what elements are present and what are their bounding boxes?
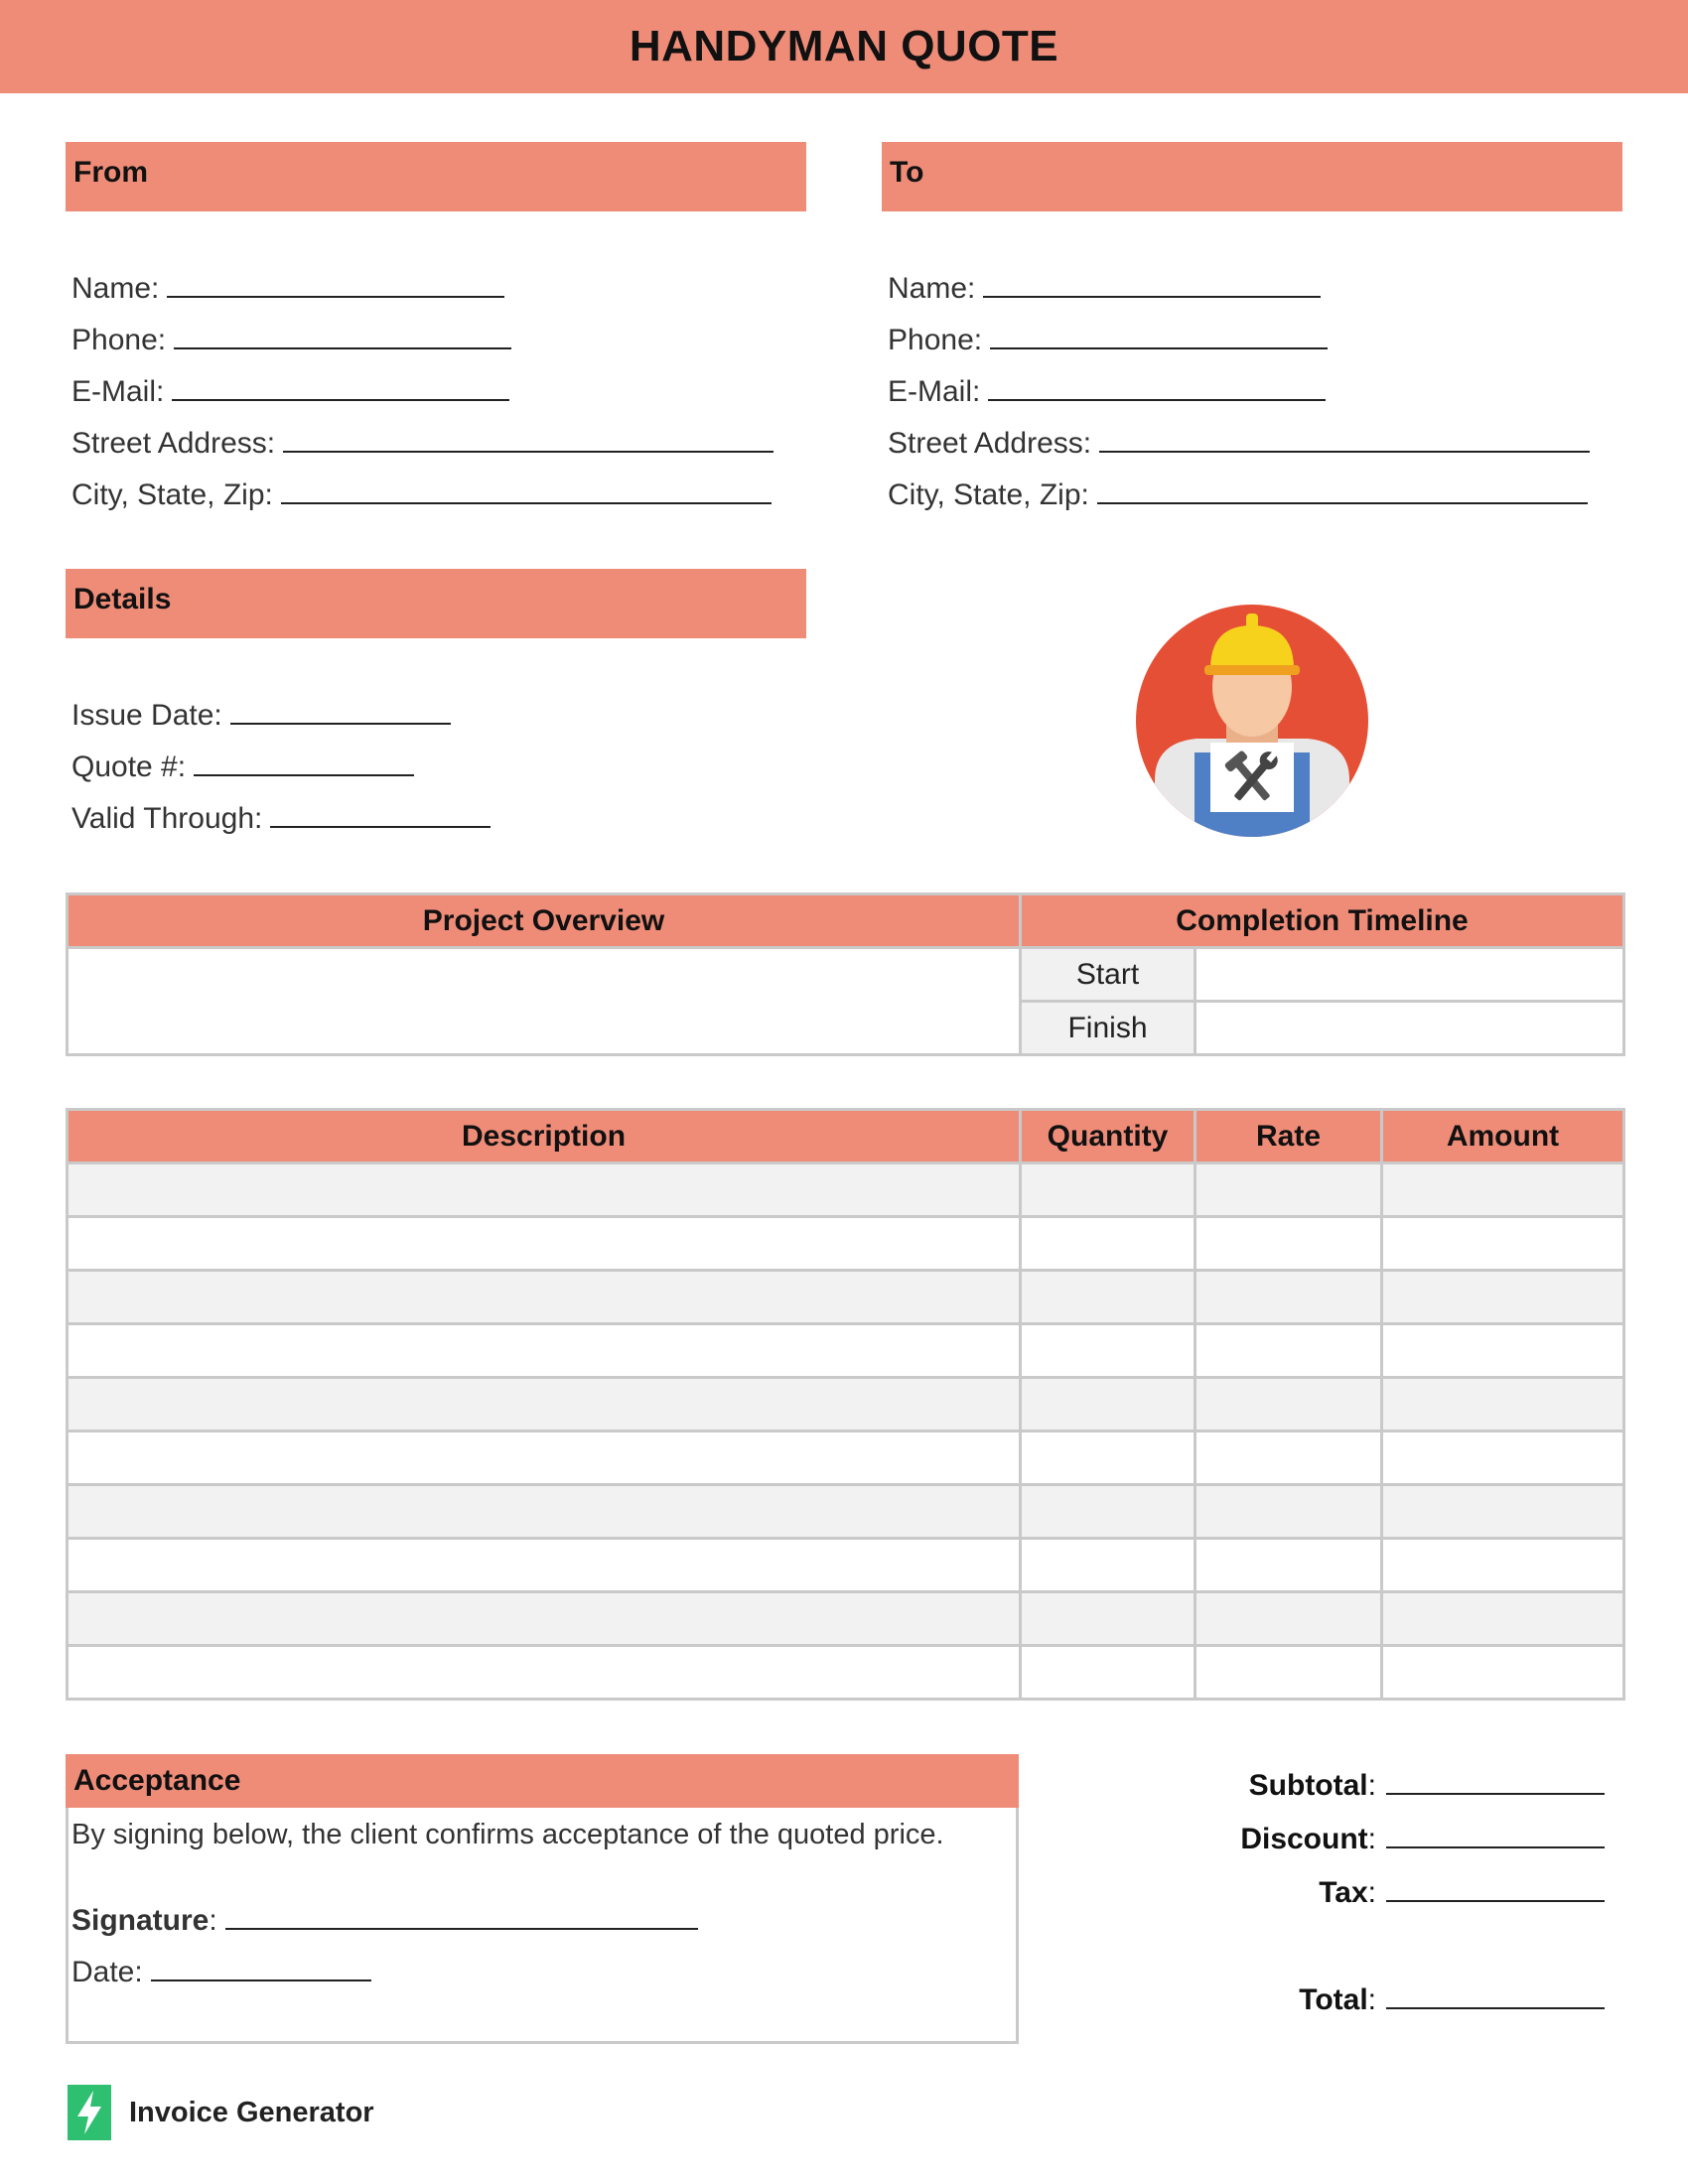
quote-number-field[interactable]: Quote #:	[71, 745, 414, 784]
overview-table	[66, 892, 1625, 1056]
rate-cell[interactable]	[1196, 1485, 1382, 1539]
amount-cell[interactable]	[1382, 1592, 1624, 1646]
lightning-bolt-icon	[68, 2085, 111, 2140]
subtotal-field[interactable]: Subtotal :	[1249, 1763, 1605, 1803]
rate-cell[interactable]	[1196, 1163, 1382, 1217]
finish-label: Finish	[1021, 1002, 1196, 1055]
table-row	[68, 1539, 1624, 1592]
table-row	[68, 1646, 1624, 1700]
rate-cell[interactable]	[1196, 1378, 1382, 1432]
description-cell[interactable]	[68, 1592, 1021, 1646]
rate-header: Rate	[1196, 1110, 1382, 1163]
line-items-table	[66, 1108, 1625, 1701]
description-cell[interactable]	[68, 1163, 1021, 1217]
total-field[interactable]: Total :	[1299, 1978, 1605, 2017]
amount-cell[interactable]	[1382, 1432, 1624, 1485]
from-street-field[interactable]: Street Address:	[71, 421, 774, 461]
amount-cell[interactable]	[1382, 1271, 1624, 1324]
table-row	[68, 1217, 1624, 1271]
tax-field[interactable]: Tax :	[1319, 1870, 1605, 1910]
amount-header: Amount	[1382, 1110, 1624, 1163]
to-phone-field[interactable]: Phone:	[888, 318, 1328, 357]
quantity-cell[interactable]	[1021, 1432, 1196, 1485]
description-cell[interactable]	[68, 1485, 1021, 1539]
start-date-cell[interactable]	[1196, 948, 1624, 1002]
acceptance-date-field[interactable]: Date:	[71, 1950, 371, 1989]
amount-cell[interactable]	[1382, 1324, 1624, 1378]
table-row	[68, 1432, 1624, 1485]
rate-cell[interactable]	[1196, 1432, 1382, 1485]
discount-field[interactable]: Discount :	[1240, 1817, 1605, 1856]
quantity-cell[interactable]	[1021, 1163, 1196, 1217]
rate-cell[interactable]	[1196, 1646, 1382, 1700]
acceptance-heading: Acceptance	[66, 1754, 1019, 1808]
handyman-avatar-icon	[1135, 604, 1369, 838]
start-label: Start	[1021, 948, 1196, 1002]
quantity-cell[interactable]	[1021, 1485, 1196, 1539]
amount-cell[interactable]	[1382, 1163, 1624, 1217]
page-title: HANDYMAN QUOTE	[629, 22, 1059, 70]
amount-cell[interactable]	[1382, 1539, 1624, 1592]
description-cell[interactable]	[68, 1539, 1021, 1592]
title-banner	[0, 0, 1688, 93]
description-cell[interactable]	[68, 1432, 1021, 1485]
from-email-field[interactable]: E-Mail:	[71, 369, 509, 409]
quantity-cell[interactable]	[1021, 1592, 1196, 1646]
description-cell[interactable]	[68, 1324, 1021, 1378]
quantity-cell[interactable]	[1021, 1378, 1196, 1432]
to-email-field[interactable]: E-Mail:	[888, 369, 1326, 409]
finish-date-cell[interactable]	[1196, 1002, 1624, 1055]
project-overview-header: Project Overview	[68, 894, 1021, 948]
from-name-field[interactable]: Name:	[71, 266, 504, 306]
quantity-cell[interactable]	[1021, 1324, 1196, 1378]
description-cell[interactable]	[68, 1646, 1021, 1700]
from-phone-field[interactable]: Phone:	[71, 318, 511, 357]
description-cell[interactable]	[68, 1378, 1021, 1432]
description-cell[interactable]	[68, 1271, 1021, 1324]
description-header: Description	[68, 1110, 1021, 1163]
to-heading: To	[882, 142, 1622, 211]
table-row	[68, 1271, 1624, 1324]
acceptance-statement: By signing below, the client confirms acceptance of the quoted price.	[71, 1819, 944, 1850]
quantity-cell[interactable]	[1021, 1271, 1196, 1324]
issue-date-field[interactable]: Issue Date:	[71, 693, 451, 733]
from-city-field[interactable]: City, State, Zip:	[71, 473, 772, 512]
project-overview-cell[interactable]	[68, 948, 1021, 1055]
to-street-field[interactable]: Street Address:	[888, 421, 1590, 461]
table-row	[68, 1485, 1624, 1539]
quantity-cell[interactable]	[1021, 1217, 1196, 1271]
rate-cell[interactable]	[1196, 1539, 1382, 1592]
table-row	[68, 1592, 1624, 1646]
rate-cell[interactable]	[1196, 1271, 1382, 1324]
completion-timeline-header: Completion Timeline	[1021, 894, 1624, 948]
from-heading: From	[66, 142, 806, 211]
rate-cell[interactable]	[1196, 1324, 1382, 1378]
rate-cell[interactable]	[1196, 1592, 1382, 1646]
description-cell[interactable]	[68, 1217, 1021, 1271]
quantity-header: Quantity	[1021, 1110, 1196, 1163]
to-name-field[interactable]: Name:	[888, 266, 1321, 306]
amount-cell[interactable]	[1382, 1378, 1624, 1432]
amount-cell[interactable]	[1382, 1646, 1624, 1700]
quantity-cell[interactable]	[1021, 1539, 1196, 1592]
brand-name: Invoice Generator	[129, 2096, 374, 2128]
table-row	[68, 1378, 1624, 1432]
rate-cell[interactable]	[1196, 1217, 1382, 1271]
quantity-cell[interactable]	[1021, 1646, 1196, 1700]
brand-logo	[68, 2085, 374, 2140]
valid-through-field[interactable]: Valid Through:	[71, 796, 491, 836]
signature-field[interactable]: Signature :	[71, 1898, 698, 1938]
amount-cell[interactable]	[1382, 1217, 1624, 1271]
table-row	[68, 1163, 1624, 1217]
to-city-field[interactable]: City, State, Zip:	[888, 473, 1588, 512]
table-row	[68, 1324, 1624, 1378]
amount-cell[interactable]	[1382, 1485, 1624, 1539]
details-heading: Details	[66, 569, 806, 638]
